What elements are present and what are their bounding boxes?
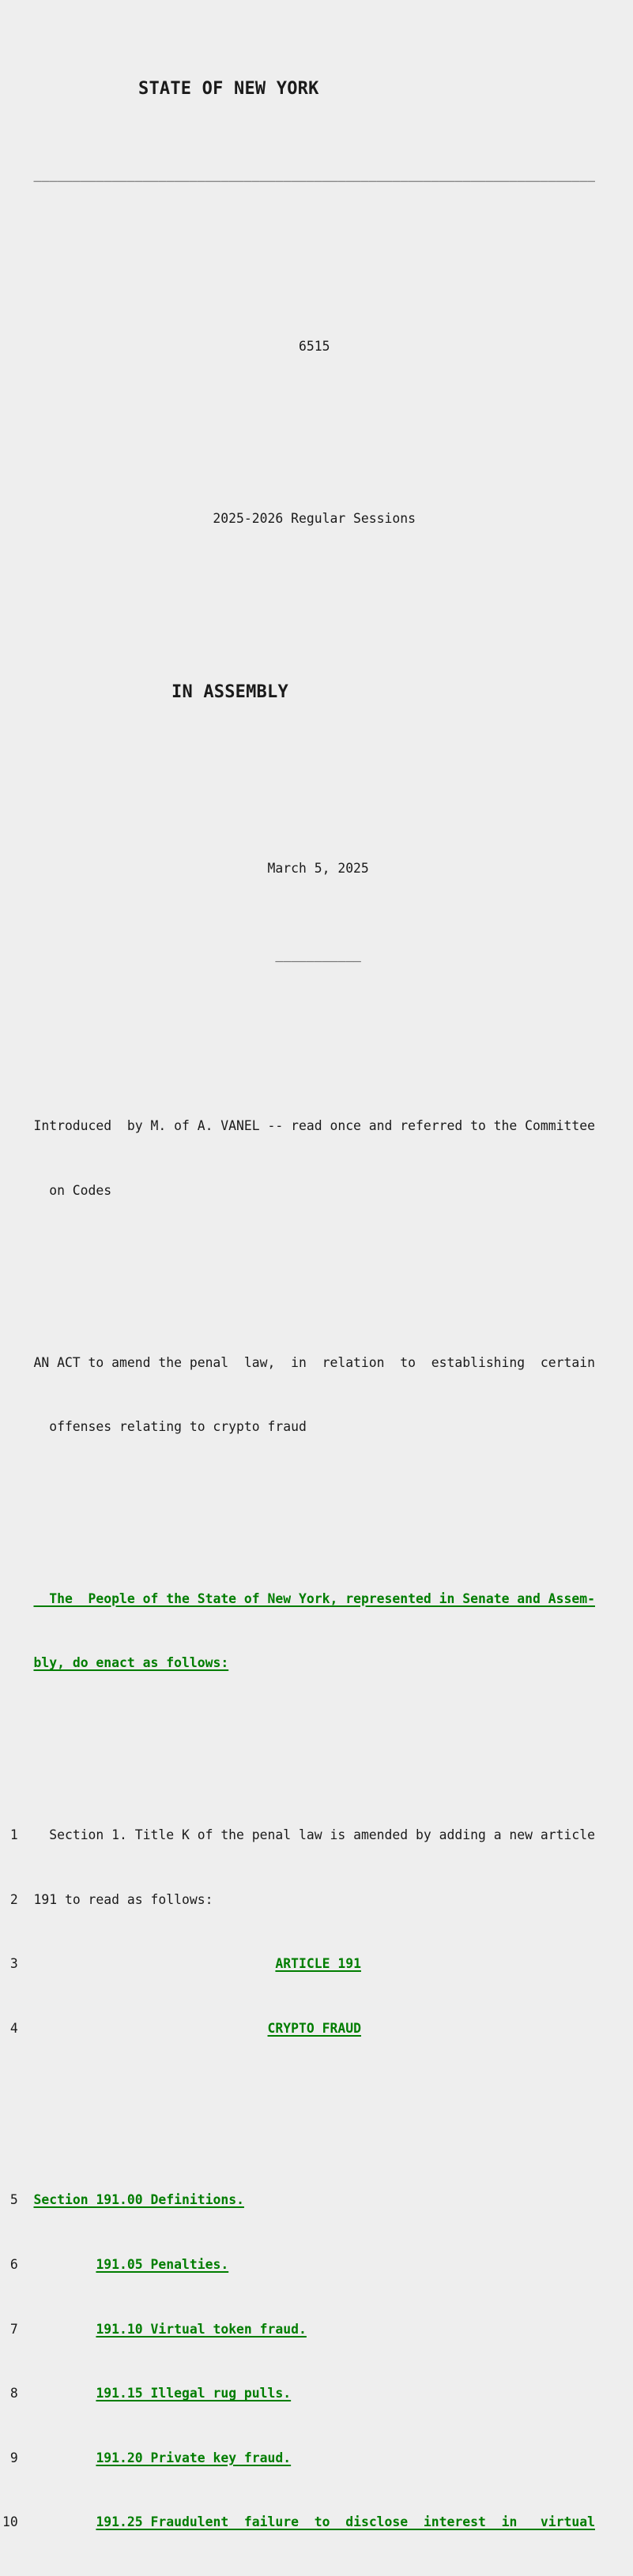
blank-line [2, 1266, 633, 1287]
line-number: 9 [2, 2450, 18, 2465]
line-added-text: 191.05 Penalties. [96, 2256, 229, 2272]
line-number: 2 [2, 1891, 18, 1907]
bill-text-line-2 [2, 1889, 633, 1910]
bill-number: 6515 [2, 339, 330, 355]
act-clause-line-2: offenses relating to crypto fraud [2, 1419, 307, 1435]
line-number: 10 [2, 2514, 18, 2530]
enacting-clause-added-text: bly, do enact as follows: [33, 1655, 229, 1671]
bill-text-line-7 [2, 2319, 633, 2340]
enacting-clause-indent [2, 1591, 33, 1606]
state-title: STATE OF NEW YORK [138, 78, 319, 99]
line-text [18, 2386, 96, 2401]
blank-line [2, 1029, 633, 1050]
line-text [18, 2322, 96, 2337]
bill-text-line-5 [2, 2189, 633, 2210]
bill-text-line-3 [2, 1953, 633, 1974]
line-added-text: 191.20 Private key fraud. [96, 2450, 292, 2465]
session-label: 2025-2026 Regular Sessions [2, 510, 416, 526]
line-text [18, 2257, 96, 2272]
line-added-text: CRYPTO FRAUD [267, 2020, 361, 2036]
line-number: 4 [2, 2020, 18, 2036]
line-text [18, 2514, 96, 2529]
bill-text-line-6 [2, 2254, 633, 2275]
line-added-text: 191.15 Illegal rug pulls. [96, 2386, 292, 2401]
line-number: 5 [2, 2192, 18, 2208]
line-number: 7 [2, 2321, 18, 2337]
line-text [18, 2450, 96, 2465]
bill-text-line-4 [2, 2018, 633, 2039]
bill-date: March 5, 2025 [2, 860, 369, 876]
line-text: 191 to read as follows: [17, 1891, 213, 1907]
bill-text-line-9 [2, 2447, 633, 2469]
blank-line [2, 422, 633, 443]
line-number: 8 [2, 2386, 18, 2401]
line-added-text: 191.10 Virtual token fraud. [96, 2321, 307, 2337]
bill-text-line-10 [2, 2511, 633, 2533]
line-number: 6 [2, 2256, 18, 2272]
sponsor-paragraph-line-1: Introduced by M. of A. VANEL -- read once and referred to the Committee [2, 1118, 595, 1134]
blank-line [2, 1502, 633, 1523]
blank-line [2, 1738, 633, 1759]
header-separator-rule: ________________________________________________________________________ [2, 167, 595, 182]
bill-text-line-8 [2, 2383, 633, 2404]
sponsor-paragraph-line-2: on Codes [2, 1182, 112, 1198]
blank-line [2, 768, 633, 789]
blank-line [2, 250, 633, 271]
date-rule: ___________ [2, 946, 361, 962]
bill-text-line-1 [2, 1824, 633, 1846]
enacting-clause-line-1 [2, 1588, 633, 1609]
act-clause-line-1: AN ACT to amend the penal law, in relation to establishing certain [2, 1354, 595, 1370]
line-number: 3 [2, 1956, 18, 1972]
line-text: Section 1. Title K of the penal law is amended by adding a new article [17, 1827, 595, 1842]
blank-line [2, 2104, 633, 2125]
blank-line [2, 593, 633, 614]
line-text [18, 1956, 276, 1971]
line-added-text: 191.25 Fraudulent failure to disclose interest in virtual [96, 2514, 595, 2530]
line-text [18, 2192, 34, 2207]
line-text [18, 2021, 268, 2036]
enacting-clause-line-2 [2, 1652, 633, 1673]
enacting-clause-indent [2, 1655, 33, 1670]
chamber-heading: IN ASSEMBLY [171, 682, 288, 703]
line-number: 1 [2, 1827, 18, 1842]
line-added-text: ARTICLE 191 [275, 1956, 361, 1972]
enacting-clause-added-text: The People of the State of New York, represented in Senate and Assem- [33, 1590, 595, 1606]
line-added-text: Section 191.00 Definitions. [33, 2192, 244, 2208]
